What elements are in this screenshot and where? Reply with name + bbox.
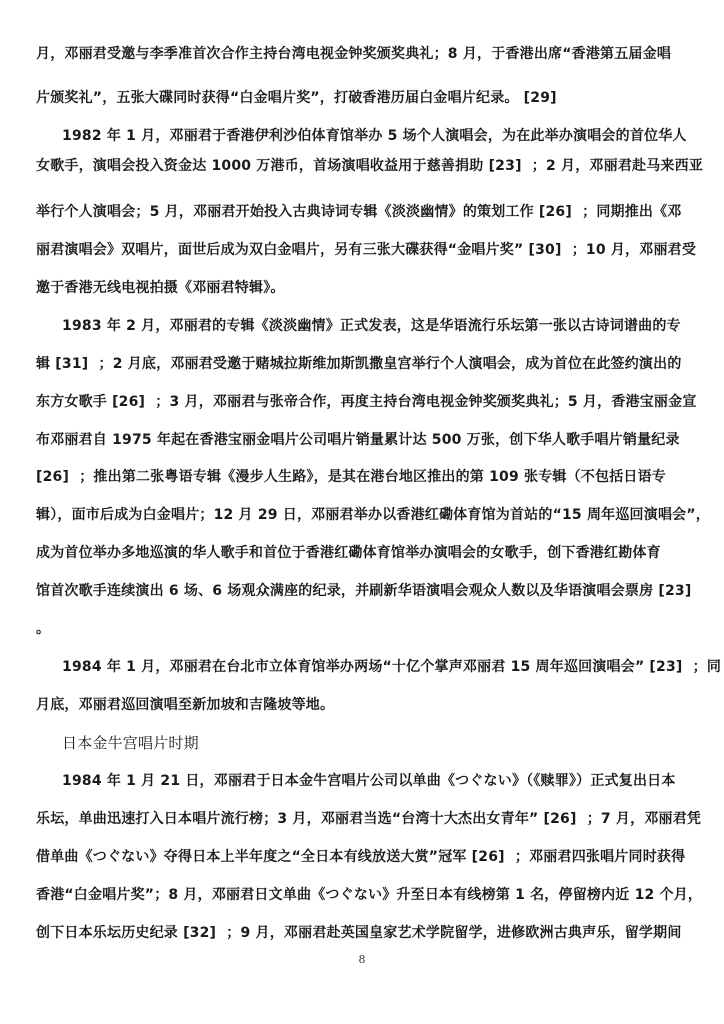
text-line: 丽君演唱会》双唱片，面世后成为双白金唱片，另有三张大碟获得“金唱片奖” [30] ；10 月，邓丽君受 <box>36 242 697 258</box>
text-line: 香港“白金唱片奖”；8 月，邓丽君日文单曲《つぐない》升至日本有线榜第 1 名，停留榜内近 12 个月， <box>36 887 703 903</box>
text-line: 1984 年 1 月 21 日，邓丽君于日本金牛宫唱片公司以单曲《つぐない》（《赎罪》）正式复出日本 <box>62 773 676 789</box>
text-line: 辑 [31] ；2 月底，邓丽君受邀于赌城拉斯维加斯凯撒皇宫举行个人演唱会，成为首位在此签约演出的 <box>36 356 682 372</box>
section-heading: 日本金牛宫唱片时期 <box>62 734 199 752</box>
text-line: 成为首位举办多地巡演的华人歌手和首位于香港红磡体育馆举办演唱会的女歌手，创下香港红勘体育 <box>36 545 661 561</box>
text-line: 东方女歌手 [26] ；3 月，邓丽君与张帝合作，再度主持台湾电视金钟奖颁奖典礼；5 月，香港宝丽金宣 <box>36 394 697 410</box>
text-line: 举行个人演唱会；5 月，邓丽君开始投入古典诗词专辑《淡淡幽情》的策划工作 [26] ；同期推出《邓 <box>36 204 682 220</box>
text-line: 布邓丽君自 1975 年起在香港宝丽金唱片公司唱片销量累计达 500 万张，创下华人歌手唱片销量纪录 <box>36 432 680 448</box>
text-line: [26] ；推出第二张粤语专辑《漫步人生路》，是其在港台地区推出的第 109 张专辑（不包括日语专 <box>36 469 666 485</box>
text-line: 1984 年 1 月，邓丽君在台北市立体育馆举办两场“十亿个掌声邓丽君 15 周年巡回演唱会” [23] ；同 <box>62 659 722 675</box>
text-line: 女歌手，演唱会投入资金达 1000 万港币，首场演唱收益用于慈善捐助 [23] ；2 月，邓丽君赴马来西亚 <box>36 158 704 174</box>
page-number: 8 <box>358 953 366 966</box>
text-line: 1982 年 1 月，邓丽君于香港伊利沙伯体育馆举办 5 场个人演唱会，为在此举办演唱会的首位华人 <box>62 128 687 144</box>
text-line: 月，邓丽君受邀与李季准首次合作主持台湾电视金钟奖颁奖典礼；8 月，于香港出席“香港第五届金唱 <box>36 46 672 62</box>
text-line: 辑），面市后成为白金唱片；12 月 29 日，邓丽君举办以香港红磡体育馆为首站的“15 周年巡回演唱会”， <box>36 507 710 523</box>
text-line: 片颁奖礼”，五张大碟同时获得“白金唱片奖”，打破香港历届白金唱片纪录。 [29] <box>36 90 557 106</box>
text-line: 月底，邓丽君巡回演唱至新加坡和吉隆坡等地。 <box>36 697 335 713</box>
text-line: 邀于香港无线电视拍摄《邓丽君特辑》。 <box>36 280 285 296</box>
text-line: 乐坛，单曲迅速打入日本唱片流行榜；3 月，邓丽君当选“台湾十大杰出女青年” [26] ；7 月，邓丽君凭 <box>36 811 702 827</box>
text-line: 创下日本乐坛历史纪录 [32] ；9 月，邓丽君赴英国皇家艺术学院留学，进修欧洲古典声乐，留学期间 <box>36 925 682 941</box>
text-line: 借单曲《つぐない》夺得日本上半年度之“全日本有线放送大赏”冠军 [26] ；邓丽君四张唱片同时获得 <box>36 849 686 865</box>
text-line: 馆首次歌手连续演出 6 场、6 场观众满座的纪录，并刷新华语演唱会观众人数以及华语演唱会票房 [23] <box>36 583 692 599</box>
text-line: 。 <box>36 621 51 637</box>
text-line: 1983 年 2 月，邓丽君的专辑《淡淡幽情》正式发表，这是华语流行乐坛第一张以古诗词谱曲的专 <box>62 318 681 334</box>
